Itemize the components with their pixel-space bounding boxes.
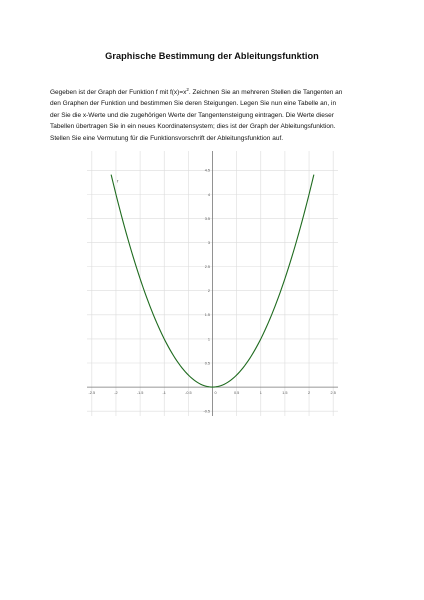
paragraph-line-4: Tabellen übertragen Sie in ein neues Koordinatensystem; dies ist der Graph der Ableitungsfunktion. — [50, 123, 336, 131]
paragraph-line-3: der Sie die x-Werte und die zugehörigen Werte der Tangentensteigung eintragen. Die Werte dieser — [50, 111, 334, 119]
x-tick-label: 2.5 — [330, 391, 336, 396]
y-tick-label: 4.5 — [204, 168, 210, 173]
graph-svg — [85, 147, 340, 420]
y-tick-label: 3.5 — [204, 216, 210, 221]
x-tick-label: -2.5 — [88, 391, 96, 396]
x-tick-label: -0.5 — [185, 391, 192, 396]
y-tick-label: 2.5 — [204, 265, 210, 270]
y-tick-label: 0.5 — [204, 361, 210, 366]
page-title: Graphische Bestimmung der Ableitungsfunktion — [105, 51, 319, 61]
y-tick-label: -0.5 — [203, 409, 210, 414]
y-tick-label: 3 — [207, 240, 210, 245]
y-tick-label: 2 — [207, 289, 210, 294]
y-tick-label: 1.5 — [204, 313, 210, 318]
paragraph-line-5: Stellen Sie eine Vermutung für die Funktionsvorschrift der Ableitungsfunktion auf. — [50, 134, 284, 142]
paragraph-line-2: den Graphen der Funktion und bestimmen Sie deren Steigungen. Legen Sie nun eine Tabelle an, in — [50, 100, 337, 108]
task-paragraph — [50, 87, 380, 144]
x-tick-label: 0 — [214, 391, 217, 396]
paragraph-line-1 — [50, 87, 380, 98]
x-tick-label: 0.5 — [233, 391, 240, 396]
x-tick-label: 1 — [259, 391, 262, 396]
curve-label: f — [117, 178, 119, 184]
x-tick-label: 1.5 — [282, 391, 288, 396]
paragraph-line-1-end: . Zeichnen Sie an mehreren Stellen die Tangenten an — [188, 89, 343, 96]
x-tick-label: -1 — [162, 391, 166, 396]
x-tick-label: -1.5 — [136, 391, 144, 396]
y-tick-label: 4 — [207, 192, 210, 197]
y-tick-label: 1 — [207, 337, 210, 342]
function-graph — [85, 147, 340, 420]
x-tick-label: 2 — [307, 391, 311, 396]
exponent: 2 — [186, 87, 189, 92]
axes — [87, 151, 338, 416]
paragraph-line-1-start: Gegeben ist der Graph der Funktion f mit f(x)=x — [50, 89, 187, 96]
x-tick-label: -2 — [114, 391, 118, 396]
